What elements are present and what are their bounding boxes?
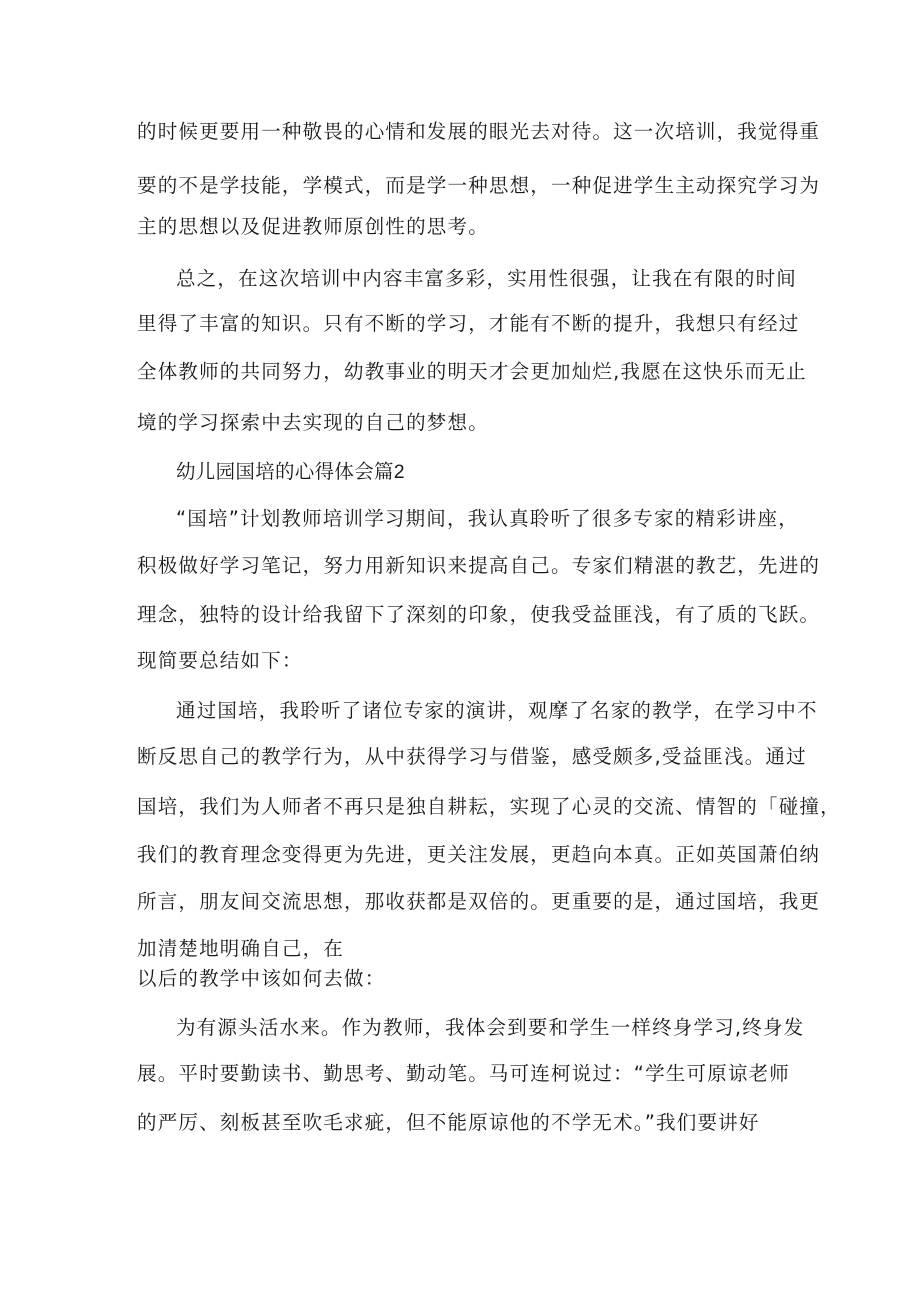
text-line: 现简要总结如下： bbox=[137, 649, 303, 672]
text-line: 通过国培，我聆听了诸位专家的演讲，观摩了名家的教学，在学习中不 bbox=[176, 699, 818, 722]
text-line: 里得了丰富的知识。只有不断的学习，才能有不断的提升，我想只有经过 bbox=[137, 312, 800, 335]
text-line: 理念，独特的设计给我留下了深刻的印象，使我受益匪浅，有了质的飞跃。 bbox=[137, 603, 821, 626]
text-line: 积极做好学习笔记，努力用新知识来提高自己。专家们精湛的教艺，先进的 bbox=[137, 554, 821, 577]
text-line: 所言，朋友间交流思想，那收获都是双倍的。更重要的是，通过国培，我更 bbox=[137, 890, 821, 913]
text-line: 要的不是学技能，学模式，而是学一种思想，一种促进学生主动探究学习为 bbox=[137, 174, 821, 197]
text-line: 全体教师的共同努力，幼教事业的明天才会更加灿烂,我愿在这快乐而无止 bbox=[137, 360, 807, 383]
text-line: 以后的教学中该如何去做： bbox=[137, 967, 386, 990]
text-line: 展。平时要勤读书、勤思考、勤动笔。马可连柯说过：“学生可原谅老师 bbox=[137, 1062, 791, 1085]
text-line: 主的思想以及促进教师原创性的思考。 bbox=[137, 215, 489, 238]
text-line: 为有源头活水来。作为教师，我体会到要和学生一样终身学习,终身发 bbox=[176, 1016, 805, 1039]
text-line: “国培”计划教师培训学习期间，我认真聆听了很多专家的精彩讲座， bbox=[176, 507, 799, 530]
text-line: 断反思自己的教学行为，从中获得学习与借鉴，感受颇多,受益匪浅。通过 bbox=[137, 745, 807, 768]
section-heading: 幼儿园国培的心得体会篇2 bbox=[176, 461, 405, 483]
text-line: 的严厉、刻板甚至吹毛求疵，但不能原谅他的不学无术。”我们要讲好 bbox=[137, 1111, 760, 1134]
text-line: 我们的教育理念变得更为先进，更关注发展，更趋向本真。正如英国萧伯纳 bbox=[137, 843, 821, 866]
text-line: 总之，在这次培训中内容丰富多彩，实用性很强，让我在有限的时间 bbox=[176, 267, 798, 290]
text-line: 的时候更要用一种敬畏的心情和发展的眼光去对待。这一次培训，我觉得重 bbox=[137, 120, 821, 143]
text-line: 境的学习探索中去实现的自己的梦想。 bbox=[137, 411, 489, 434]
text-line: 国培，我们为人师者不再只是独自耕耘，实现了心灵的交流、情智的「碰撞， bbox=[137, 795, 841, 818]
text-line: 加清楚地明确自己，在 bbox=[137, 937, 345, 960]
